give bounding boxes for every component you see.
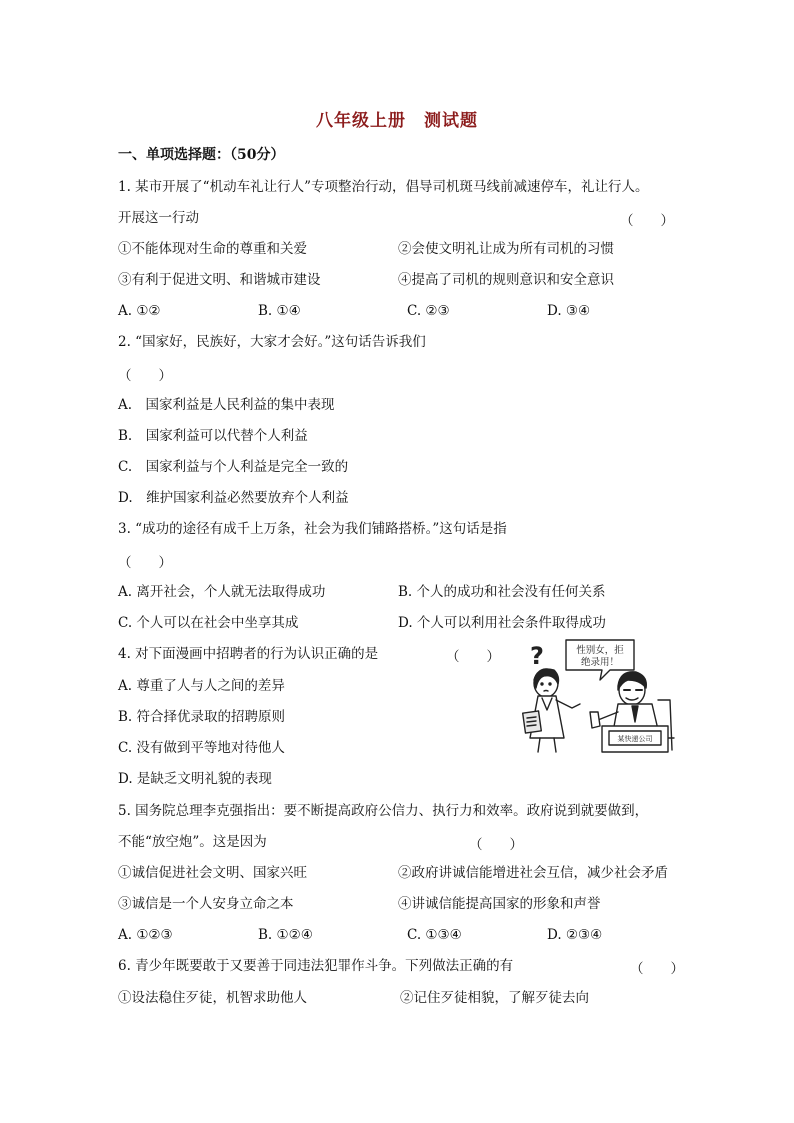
q3-stem: 3. “成功的途径有成千上万条，社会为我们铺路搭桥。”这句话是指 — [118, 521, 507, 537]
q5-statement-4: ④讲诚信能提高国家的形象和声誉 — [398, 896, 601, 912]
q6-statement-2: ②记住歹徒相貌，了解歹徒去向 — [400, 990, 589, 1006]
q5-option-a: A. ①②③ — [118, 927, 173, 943]
q3-option-d: D. 个人可以利用社会条件取得成功 — [398, 615, 606, 631]
q2-option-d: D. 维护国家利益必然要放弃个人利益 — [118, 490, 349, 506]
q1-option-a: A. ①② — [118, 303, 161, 319]
q1-stem-line1: 1. 某市开展了“机动车礼让行人”专项整治行动，倡导司机斑马线前减速停车，礼让行人。 — [118, 179, 649, 195]
q1-statement-2: ②会使文明礼让成为所有司机的习惯 — [398, 241, 614, 257]
q5-option-c: C. ①③④ — [407, 927, 462, 943]
q6-statement-1: ①设法稳住歹徒，机智求助他人 — [118, 990, 307, 1006]
desk-sign-label: 某快递公司 — [617, 735, 653, 743]
recruitment-cartoon — [514, 638, 690, 756]
q1-option-c: C. ②③ — [407, 303, 450, 319]
q4-option-d: D. 是缺乏文明礼貌的表现 — [118, 771, 272, 787]
speech-bubble-line1: 性别女，拒 — [576, 645, 624, 656]
section-heading: 一、单项选择题：（50分） — [118, 147, 285, 163]
q1-statement-3: ③有利于促进文明、和谐城市建设 — [118, 272, 321, 288]
q3-option-b: B. 个人的成功和社会没有任何关系 — [398, 584, 606, 600]
q4-option-c: C. 没有做到平等地对待他人 — [118, 740, 285, 756]
q3-answer-paren: （ ） — [118, 555, 172, 571]
q1-option-b: B. ①④ — [258, 303, 301, 319]
q5-stem-line1: 5. 国务院总理李克强指出：要不断提高政府公信力、执行力和效率。政府说到就要做到， — [118, 803, 649, 819]
q2-stem: 2. “国家好，民族好，大家才会好。”这句话告诉我们 — [118, 334, 426, 350]
q6-answer-paren: （ ） — [630, 961, 684, 977]
speech-bubble-line2: 绝录用！ — [580, 657, 620, 668]
question-mark-glyph: ? — [530, 642, 544, 670]
q2-option-a: A. 国家利益是人民利益的集中表现 — [118, 397, 335, 413]
q2-option-c: C. 国家利益与个人利益是完全一致的 — [118, 459, 349, 475]
page-title: 八年级上册 测试题 — [316, 111, 478, 131]
q2-answer-paren: （ ） — [118, 368, 172, 384]
q4-answer-paren: （ ） — [446, 649, 500, 665]
q1-stem-line2: 开展这一行动 — [118, 210, 199, 226]
q5-option-d: D. ②③④ — [547, 927, 603, 943]
q4-stem: 4. 对下面漫画中招聘者的行为认识正确的是 — [118, 646, 379, 662]
q1-answer-paren: （ ） — [620, 213, 674, 229]
q5-stem-line2: 不能“放空炮”。这是因为 — [118, 834, 267, 850]
q5-statement-3: ③诚信是一个人安身立命之本 — [118, 896, 294, 912]
q3-option-a: A. 离开社会，个人就无法取得成功 — [118, 584, 326, 600]
q4-option-b: B. 符合择优录取的招聘原则 — [118, 709, 286, 725]
q1-statement-1: ①不能体现对生命的尊重和关爱 — [118, 241, 307, 257]
q6-stem: 6. 青少年既要敢于又要善于同违法犯罪作斗争。下列做法正确的有 — [118, 958, 514, 974]
q5-statement-1: ①诚信促进社会文明、国家兴旺 — [118, 865, 307, 881]
q1-statement-4: ④提高了司机的规则意识和安全意识 — [398, 272, 614, 288]
q1-option-d: D. ③④ — [547, 303, 591, 319]
q2-option-b: B. 国家利益可以代替个人利益 — [118, 428, 308, 444]
q5-option-b: B. ①②④ — [258, 927, 313, 943]
q3-option-c: C. 个人可以在社会中坐享其成 — [118, 615, 299, 631]
q5-answer-paren: （ ） — [469, 837, 523, 853]
q4-option-a: A. 尊重了人与人之间的差异 — [118, 678, 285, 694]
q5-statement-2: ②政府讲诚信能增进社会互信，减少社会矛盾 — [398, 865, 668, 881]
